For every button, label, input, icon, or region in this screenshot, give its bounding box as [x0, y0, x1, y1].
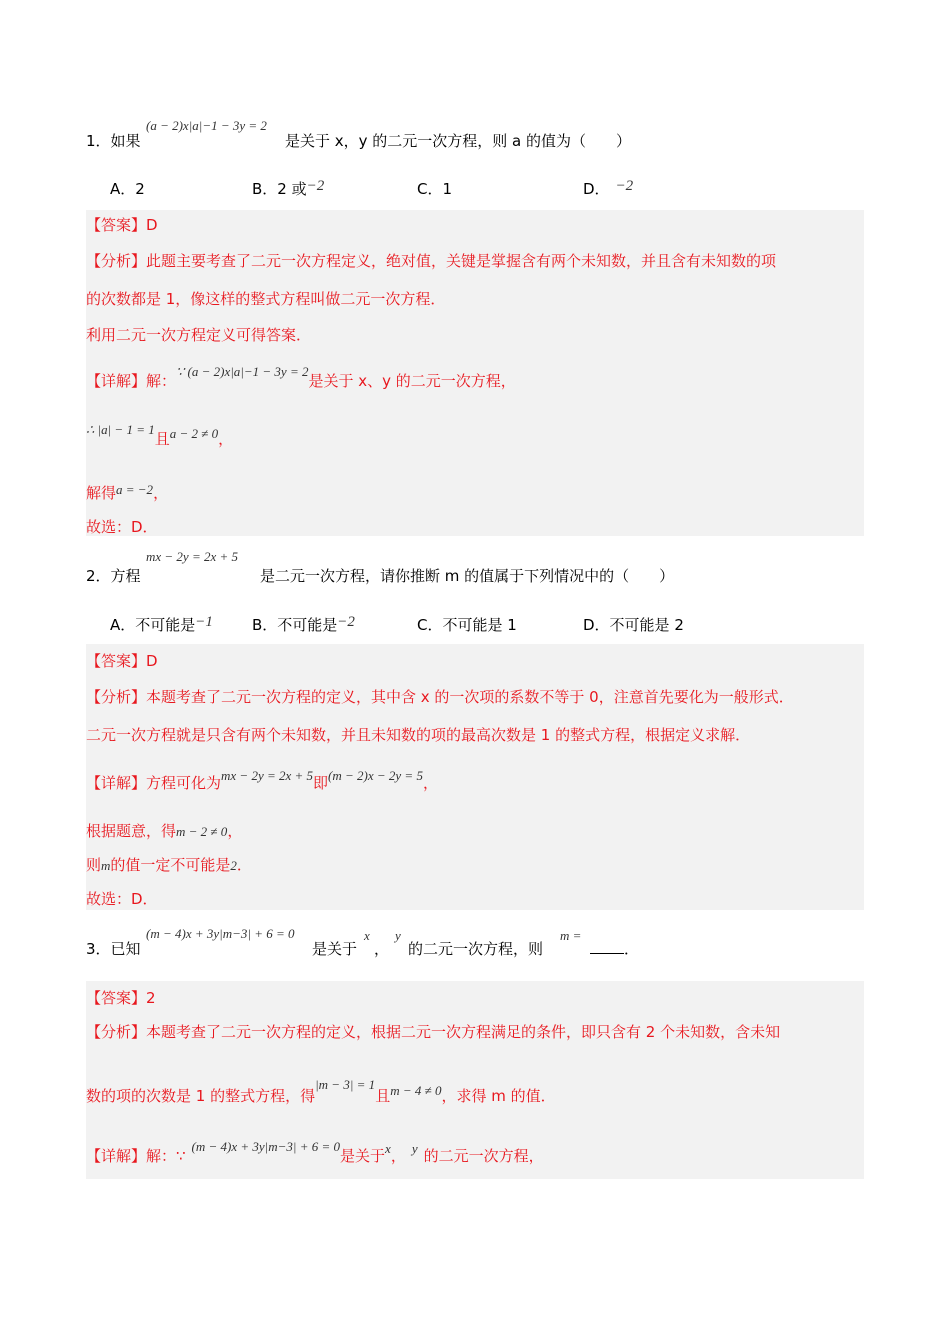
q2-pre: 方程	[110, 567, 141, 585]
q2-detail-pre: 【详解】方程可化为	[86, 774, 222, 792]
q1-number: 1．	[86, 132, 111, 150]
q3-stem	[86, 938, 141, 959]
q2-option-a-label: A．不可能是	[110, 616, 196, 634]
q1-detail-post: 是关于 x、y 的二元一次方程，	[308, 372, 516, 390]
q2-detail-eq1: mx − 2y = 2x + 5	[221, 768, 314, 783]
q2-step2-val: 2	[230, 858, 237, 873]
q2-option-b-label: B．不可能是	[252, 616, 338, 634]
q1-analysis-line2: 的次数都是 1，像这样的整式方程叫做二元一次方程．	[86, 290, 446, 308]
q1-step1-mid: 且	[154, 430, 170, 448]
q2-option-d: D．不可能是 2	[583, 616, 684, 634]
q3-equation: (m − 4)x + 3y|m−3| + 6 = 0	[146, 926, 295, 941]
q2-option-b-math: −2	[337, 614, 355, 630]
q2-detail-end: ，	[422, 774, 438, 792]
q3-detail	[86, 1139, 544, 1166]
q2-step2-mid: 的值一定不可能是	[110, 856, 231, 874]
q1-pre: 如果	[110, 132, 141, 150]
q3-detail-pre: 【详解】解：∵	[86, 1147, 186, 1165]
q3-analysis-2-eq1: |m − 3| = 1	[315, 1077, 376, 1092]
q1-option-d	[583, 178, 633, 199]
q2-stem	[86, 565, 141, 586]
q1-equation: (a − 2)x|a|−1 − 3y = 2	[146, 118, 267, 133]
q1-solution-box	[86, 210, 864, 536]
q2-detail-eq2: (m − 2)x − 2y = 5	[328, 768, 423, 783]
q1-detail-equation: ∵ (a − 2)x|a|−1 − 3y = 2	[176, 364, 309, 379]
q2-analysis-line1: 【分析】本题考查了二元一次方程的定义，其中含 x 的一次项的系数不等于 0，注意首先要化为一般形式．	[86, 688, 794, 706]
q3-detail-sep: ，	[390, 1147, 406, 1165]
q2-option-c: C．不可能是 1	[417, 616, 517, 634]
q1-option-d-math: −2	[615, 178, 634, 194]
q1-step2	[86, 482, 168, 503]
q1-step1	[86, 422, 234, 449]
q1-detail	[86, 364, 516, 391]
q1-stem	[86, 130, 141, 151]
q3-pre: 已知	[110, 940, 141, 958]
q1-analysis-line1: 【分析】此题主要考查了二元一次方程定义，绝对值，关键是掌握含有两个未知数，并且含有未知数的项	[86, 252, 777, 270]
q3-analysis-2-pre: 数的项的次数是 1 的整式方程，得	[86, 1087, 316, 1105]
q1-option-c: C．1	[417, 180, 453, 198]
q3-analysis-line2	[86, 1077, 556, 1106]
q3-mid2: 的二元一次方程，则	[408, 940, 544, 958]
q2-step1-pre: 根据题意，得	[86, 822, 177, 840]
q1-answer: 【答案】D	[86, 216, 158, 234]
q3-detail-mid1: 是关于	[340, 1147, 386, 1165]
q1-step2-pre: 解得	[86, 484, 117, 502]
q2-step2-pre: 则	[86, 856, 102, 874]
q1-option-b-label: B．2 或	[252, 180, 307, 198]
q3-analysis-2-post: ，求得 m 的值．	[441, 1087, 556, 1105]
q1-option-a: A．2	[110, 180, 145, 198]
q1-detail-pre: 【详解】解：	[86, 372, 177, 390]
q2-equation: mx − 2y = 2x + 5	[146, 549, 239, 564]
q2-step2-m: m	[101, 858, 111, 873]
q3-number: 3．	[86, 940, 111, 958]
q3-analysis-2-mid: 且	[375, 1087, 391, 1105]
q2-solution-box	[86, 644, 864, 910]
q2-post: 是二元一次方程，请你推断 m 的值属于下列情况中的（ ）	[260, 567, 675, 585]
q1-step2-eq: a = −2	[116, 482, 154, 497]
q3-y: y	[395, 928, 401, 943]
q1-step2-end: ，	[153, 484, 169, 502]
q3-solution-box	[86, 981, 864, 1179]
q2-step1-eq: m − 2 ≠ 0	[176, 824, 228, 839]
q2-choice: 故选：D．	[86, 890, 158, 908]
q3-end: ．	[624, 940, 640, 958]
q2-detail-mid: 即	[313, 774, 329, 792]
q1-option-b-math: −2	[306, 178, 325, 194]
q1-step1-end: ，	[218, 430, 234, 448]
q3-m-equals: m =	[560, 928, 582, 943]
q2-option-a-math: −1	[195, 614, 213, 630]
q3-detail-y: y	[411, 1141, 418, 1156]
q3-blank-line	[590, 939, 624, 954]
q3-mid1: 是关于	[312, 940, 358, 958]
q2-option-b	[252, 614, 355, 635]
q3-detail-eq: (m − 4)x + 3y|m−3| + 6 = 0	[191, 1139, 341, 1154]
q1-option-d-label: D．	[583, 180, 610, 198]
q2-option-a	[110, 614, 213, 635]
q3-sep: ，	[374, 940, 390, 958]
q3-detail-post: 的二元一次方程，	[423, 1147, 544, 1165]
q2-step2	[86, 854, 252, 875]
q3-answer-blank	[590, 938, 639, 959]
q1-step1-eq1: ∴ |a| − 1 = 1	[86, 422, 155, 437]
q2-step2-end: ．	[236, 856, 252, 874]
q2-step1-end: ，	[227, 822, 243, 840]
q2-step1	[86, 820, 242, 841]
q3-detail-x: x	[385, 1141, 391, 1156]
q3-answer: 【答案】2	[86, 989, 156, 1007]
q3-analysis-2-eq2: m − 4 ≠ 0	[390, 1083, 442, 1098]
q2-detail	[86, 768, 438, 793]
q1-analysis-line3: 利用二元一次方程定义可得答案．	[86, 326, 312, 344]
q1-option-b	[252, 178, 324, 199]
q1-choice: 故选：D．	[86, 518, 158, 536]
q3-analysis-line1: 【分析】本题考查了二元一次方程的定义，根据二元一次方程满足的条件，即只含有 2 个未知数，含未知	[86, 1023, 781, 1041]
q1-post: 是关于 x，y 的二元一次方程，则 a 的值为（ ）	[285, 132, 632, 150]
q3-x: x	[364, 928, 370, 943]
q2-analysis-line2: 二元一次方程就是只含有两个未知数，并且未知数的项的最高次数是 1 的整式方程，根据定义求解．	[86, 726, 751, 744]
q2-answer: 【答案】D	[86, 652, 158, 670]
q1-step1-eq2: a − 2 ≠ 0	[169, 426, 219, 441]
q2-number: 2．	[86, 567, 111, 585]
